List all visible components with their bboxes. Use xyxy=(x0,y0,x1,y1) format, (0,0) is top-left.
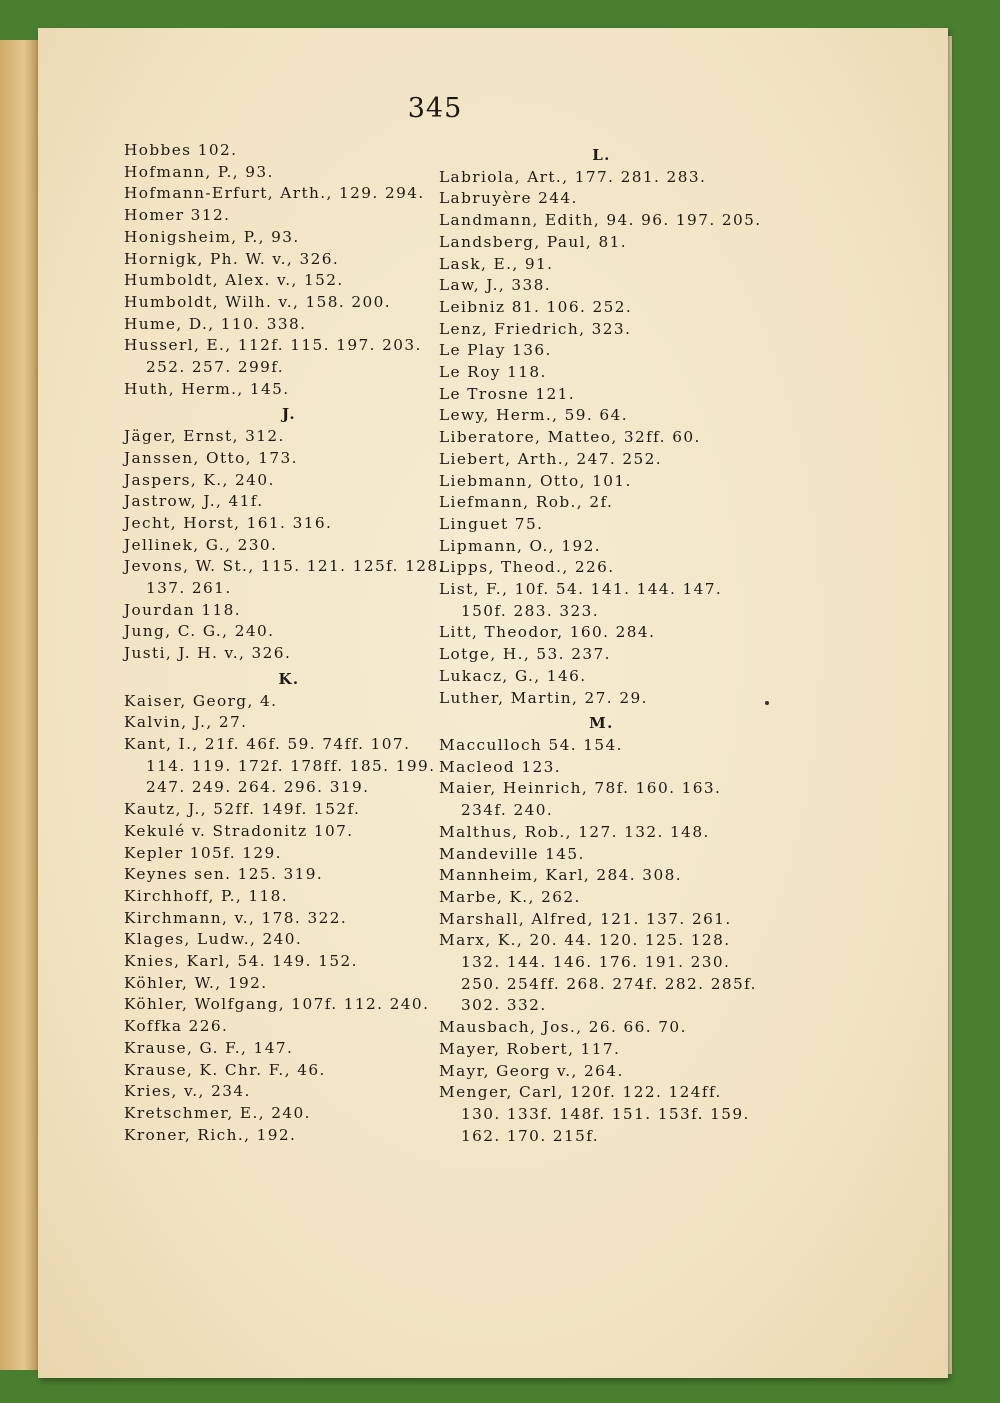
index-entry: Husserl, E., 112f. 115. 197. 203. 252. 257. 299f. xyxy=(124,336,422,377)
index-entry: Jäger, Ernst, 312. xyxy=(124,427,285,446)
ink-speck xyxy=(765,701,769,705)
index-entry: Le Roy 118. xyxy=(439,363,547,382)
index-entry: Hobbes 102. xyxy=(124,141,238,159)
index-entry: Humboldt, Alex. v., 152. xyxy=(124,271,344,290)
index-entry: Jevons, W. St., 115. 121. 125f. 128. 137. 261. xyxy=(124,557,445,598)
index-entry: Kepler 105f. 129. xyxy=(124,843,282,862)
index-entry: Maier, Heinrich, 78f. 160. 163. 234f. 240. xyxy=(439,779,722,820)
index-entry: Jourdan 118. xyxy=(124,600,241,619)
index-entry: Köhler, W., 192. xyxy=(124,973,268,992)
index-entry: Koffka 226. xyxy=(124,1017,229,1036)
index-entry: Kekulé v. Stradonitz 107. xyxy=(124,821,354,840)
index-entry: Kries, v., 234. xyxy=(124,1082,251,1101)
page-number: 345 xyxy=(407,93,463,124)
index-entry: Keynes sen. 125. 319. xyxy=(124,865,324,884)
index-entry: Mannheim, Karl, 284. 308. xyxy=(439,866,682,885)
index-entry: Labruyère 244. xyxy=(439,189,578,208)
index-entry: Hofmann, P., 93. xyxy=(124,162,274,181)
index-entry: Justi, J. H. v., 326. xyxy=(124,644,292,663)
index-entry: Kroner, Rich., 192. xyxy=(124,1125,297,1144)
index-entry: Kaiser, Georg, 4. xyxy=(124,691,278,710)
index-entry: Kirchmann, v., 178. 322. xyxy=(124,908,348,927)
index-entry: Litt, Theodor, 160. 284. xyxy=(439,623,656,642)
index-entry: Law, J., 338. xyxy=(439,276,552,295)
index-entry: Jecht, Horst, 161. 316. xyxy=(124,513,333,532)
left-page-edge xyxy=(0,40,41,1370)
index-entry: Lukacz, G., 146. xyxy=(439,666,587,685)
index-entry: Krause, G. F., 147. xyxy=(124,1038,294,1057)
index-entry: Mausbach, Jos., 26. 66. 70. xyxy=(439,1018,687,1037)
index-entry: Marbe, K., 262. xyxy=(439,887,581,906)
index-entry: Luther, Martin, 27. 29. xyxy=(439,688,648,707)
section-letter: M. xyxy=(589,714,614,733)
index-entry: Liberatore, Matteo, 32ff. 60. xyxy=(439,428,701,447)
index-entry: Labriola, Art., 177. 281. 283. xyxy=(439,167,707,186)
index-entry: Kalvin, J., 27. xyxy=(124,713,248,732)
index-entry: Homer 312. xyxy=(124,206,231,225)
index-entry: Lask, E., 91. xyxy=(439,254,554,273)
index-entry: Kirchhoff, P., 118. xyxy=(124,886,289,905)
index-entry: Köhler, Wolfgang, 107f. 112. 240. xyxy=(124,995,430,1014)
index-entry: Marx, K., 20. 44. 120. 125. 128. 132. 144. 146. 176. 191. 230. 250. 254ff. 268. 274f. 282. 285f. 302. 332. xyxy=(439,931,757,1015)
index-entry: Huth, Herm., 145. xyxy=(124,379,290,398)
index-entry: Landsberg, Paul, 81. xyxy=(439,232,627,251)
index-entry: Linguet 75. xyxy=(439,514,544,533)
index-entry: Lotge, H., 53. 237. xyxy=(439,645,611,664)
index-entry: Kretschmer, E., 240. xyxy=(124,1103,311,1122)
section-letter: K. xyxy=(278,669,300,688)
index-entry: Menger, Carl, 120f. 122. 124ff. 130. 133f. 148f. 151. 153f. 159. 162. 170. 215f. xyxy=(439,1083,750,1145)
index-entry: Lipps, Theod., 226. xyxy=(439,558,615,577)
index-entry: Le Play 136. xyxy=(439,341,552,360)
index-entry: Landmann, Edith, 94. 96. 197. 205. xyxy=(439,211,762,230)
index-entry: List, F., 10f. 54. 141. 144. 147. 150f. 283. 323. xyxy=(439,580,723,620)
index-entry: Mayr, Georg v., 264. xyxy=(439,1061,624,1080)
index-entry: Liebmann, Otto, 101. xyxy=(439,471,632,490)
index-entry: Macleod 123. xyxy=(439,757,562,776)
index-entry: Jung, C. G., 240. xyxy=(124,622,275,641)
index-entry: Liefmann, Rob., 2f. xyxy=(439,493,614,512)
index-column-left xyxy=(124,140,454,1146)
index-entry: Macculloch 54. 154. xyxy=(439,735,623,754)
index-entry: Knies, Karl, 54. 149. 152. xyxy=(124,952,358,971)
index-entry: Kautz, J., 52ff. 149f. 152f. xyxy=(124,800,361,819)
index-entry: Honigsheim, P., 93. xyxy=(124,227,300,246)
index-entry: Le Trosne 121. xyxy=(439,384,576,403)
index-entry: Hofmann-Erfurt, Arth., 129. 294. xyxy=(124,184,425,203)
index-entry: Lipmann, O., 192. xyxy=(439,536,601,555)
index-entry: Humboldt, Wilh. v., 158. 200. xyxy=(124,292,392,311)
index-entry: Jaspers, K., 240. xyxy=(124,470,275,489)
index-entry: Lewy, Herm., 59. 64. xyxy=(439,406,628,425)
index-entry: Liebert, Arth., 247. 252. xyxy=(439,449,663,468)
index-entry: Jellinek, G., 230. xyxy=(124,535,278,554)
index-entry: Marshall, Alfred, 121. 137. 261. xyxy=(439,909,732,928)
index-entry: Hume, D., 110. 338. xyxy=(124,314,307,333)
index-entry: Mandeville 145. xyxy=(439,844,585,863)
index-entry: Mayer, Robert, 117. xyxy=(439,1039,621,1058)
index-entry: Malthus, Rob., 127. 132. 148. xyxy=(439,822,710,841)
index-entry: Kant, I., 21f. 46f. 59. 74ff. 107. 114. 119. 172f. 178ff. 185. 199. 247. 249. 264. 296. 319. xyxy=(124,734,436,797)
index-column-right xyxy=(439,141,764,1147)
index-entry: Krause, K. Chr. F., 46. xyxy=(124,1060,326,1079)
index-entry: Lenz, Friedrich, 323. xyxy=(439,319,632,338)
index-entry: Leibniz 81. 106. 252. xyxy=(439,297,633,316)
section-letter: L. xyxy=(592,146,611,164)
index-entry: Jastrow, J., 41f. xyxy=(124,492,264,511)
index-entry: Hornigk, Ph. W. v., 326. xyxy=(124,249,340,268)
section-letter: J. xyxy=(282,405,296,424)
index-entry: Klages, Ludw., 240. xyxy=(124,930,303,949)
index-entry: Janssen, Otto, 173. xyxy=(124,448,298,467)
